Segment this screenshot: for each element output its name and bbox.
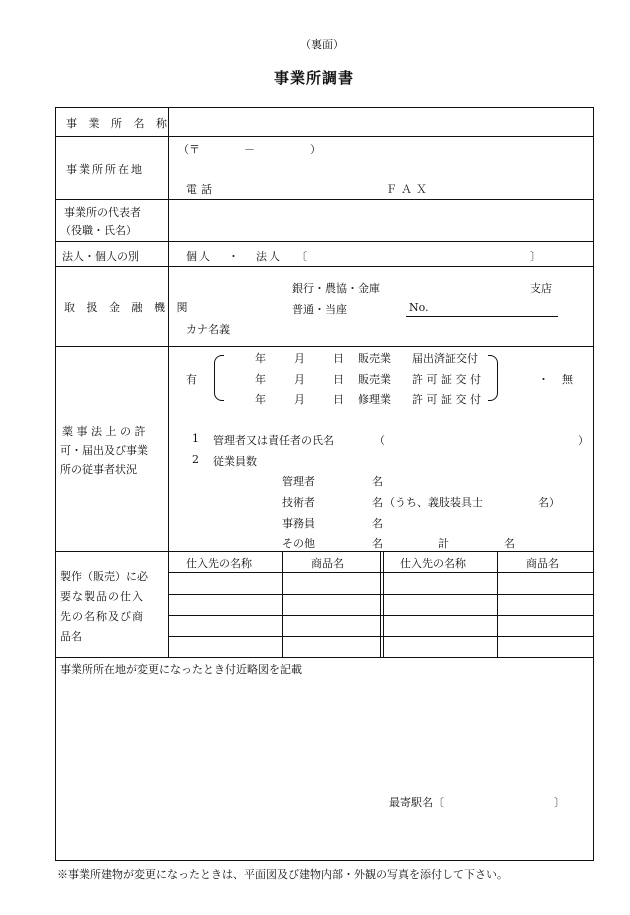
map-drawing-area[interactable] <box>60 680 588 856</box>
left-brace-icon <box>214 355 224 401</box>
representative-sublabel: （役職・氏名） <box>60 224 137 237</box>
footer-note: ※事業所建物が変更になったときは、平面図及び建物内部・外観の写真を添付して下さい。 <box>57 868 508 881</box>
pharma-label-3: 所の従事者状況 <box>60 463 137 476</box>
fax-label: ＦＡＸ <box>386 183 431 196</box>
item-1-label: 管理者又は責任者の氏名 <box>213 434 334 447</box>
right-brace-icon <box>488 355 498 401</box>
pharma-label: 薬 事 法 上 の 許 <box>62 425 146 438</box>
phone-label: 電話 <box>186 183 216 196</box>
item-1-open: （ <box>374 434 385 447</box>
nearest-station-field[interactable]: 最寄駅名〔 〕 <box>389 796 565 809</box>
page: （裏面） 事業所調書 事 業 所 名 称 事業所所在地 （〒 － ） 電話 ＦＡＸ 事業所の代表者 （役職・氏名） 法人・個人の別 個人 ・ 法人 〔 〕 取 扱 金 融 機 関 銀行・農協・金庫 支店 普通・当座 No. カナ名義 薬 事 法 上 の 許 可・届出及び事業 所の従事者状況 有 年 月 日 販売業 届出済証交付 年 月 日 販売業 許 可 証 交 付 年 月 日 修理業 許 可 証 交 付 ・ 無 1 管理者又は責任者の氏名 （ ） 2 従業員数 管理者 名 技術者 名 （うち、義肢装具士 名） 事務員 名 その他 名 計 名 製作（販売）に必 要な製品の仕入 先の名称及び商 品名 仕入先の名称 商品名 仕入先の名称 商品名 事業所所在地が変更になったとき付近略図を記載 最寄駅名〔 〕 ※事業所建物が変更になったときは、平面図及び建物内部・外観の写真を添付して下さい。 <box>0 0 630 915</box>
side-label: （裏面） <box>300 38 344 51</box>
products-label-3: 先の名称及び商 <box>60 610 144 623</box>
postal-code-field[interactable]: （〒 － ） <box>178 143 321 156</box>
representative-label: 事業所の代表者 <box>64 206 141 219</box>
entity-type-label: 法人・個人の別 <box>62 250 139 263</box>
total-label: 計 <box>438 537 449 550</box>
products-label-2: 要な製品の仕入 <box>60 590 144 603</box>
address-label: 事業所所在地 <box>66 163 144 176</box>
page-title: 事業所調書 <box>274 69 355 87</box>
bank-kinds: 銀行・農協・金庫 <box>292 282 380 295</box>
column-header: 商品名 <box>311 557 344 570</box>
column-header: 仕入先の名称 <box>186 557 252 570</box>
bracket-open: 〔 <box>296 250 307 263</box>
representative-field[interactable] <box>172 202 590 238</box>
separator-dot: ・ <box>228 250 239 263</box>
item-1-close: ） <box>578 434 589 447</box>
column-header: 仕入先の名称 <box>400 557 466 570</box>
business-name-field[interactable] <box>172 110 590 134</box>
bracket-close: 〕 <box>530 250 541 263</box>
total-unit: 名 <box>504 537 515 550</box>
column-header: 商品名 <box>526 557 559 570</box>
products-label-4: 品名 <box>60 630 82 643</box>
none-separator: ・ <box>538 373 549 386</box>
bank-label: 取 扱 金 融 機 関 <box>64 301 192 314</box>
individual-option[interactable]: 個人 <box>186 250 212 263</box>
account-kinds: 普通・当座 <box>292 303 347 316</box>
pharma-label-2: 可・届出及び事業 <box>60 444 148 457</box>
item-1-number: 1 <box>192 432 199 445</box>
none-option[interactable]: 無 <box>562 373 573 386</box>
kana-name-label: カナ名義 <box>186 323 230 336</box>
products-label: 製作（販売）に必 <box>60 570 148 583</box>
map-area-label: 事業所所在地が変更になったとき付近略図を記載 <box>60 663 302 676</box>
item-2-label: 従業員数 <box>213 455 257 468</box>
have-option[interactable]: 有 <box>186 373 197 386</box>
account-number-label: No. <box>409 301 429 314</box>
business-name-label: 事 業 所 名 称 <box>66 117 171 130</box>
item-2-number: 2 <box>192 453 199 466</box>
branch-label: 支店 <box>530 282 552 295</box>
corporation-option[interactable]: 法人 <box>256 250 282 263</box>
